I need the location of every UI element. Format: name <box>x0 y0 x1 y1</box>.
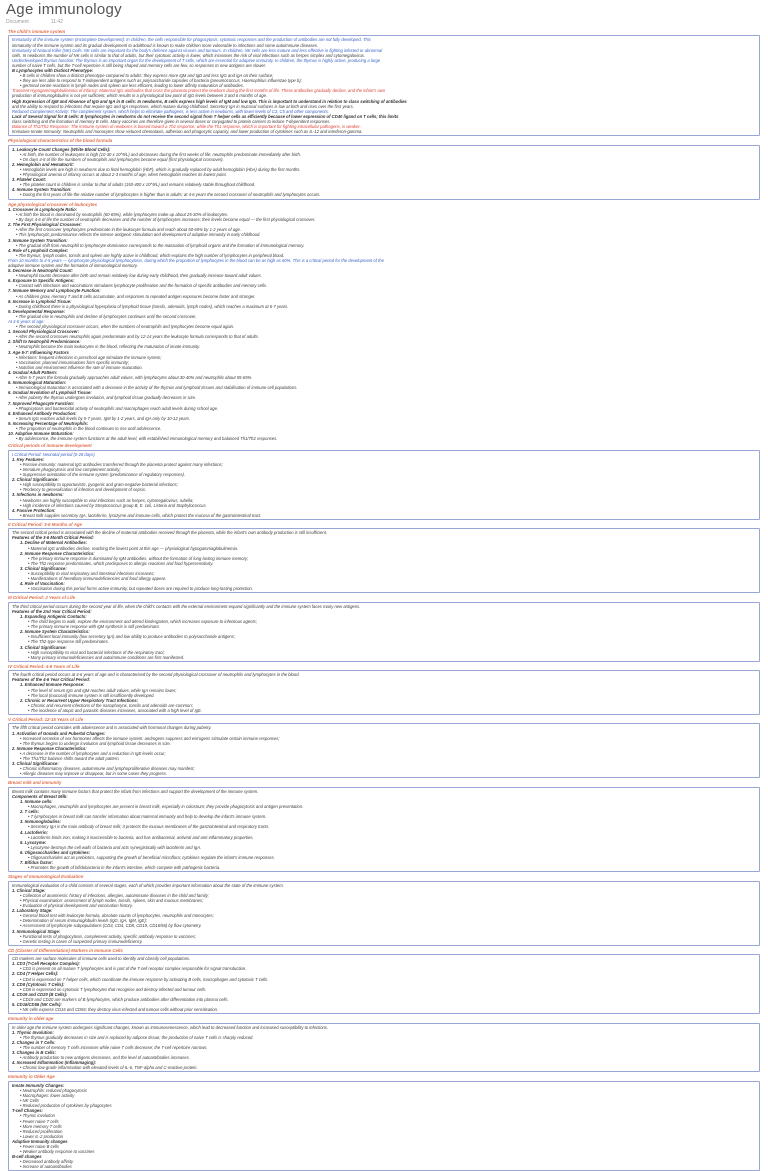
section-body <box>8 602 760 662</box>
text-line: • More memory T cells <box>20 1123 62 1129</box>
text-line: 3. Age 5-7: Influencing Factors <box>8 349 69 355</box>
text-line: • The incidence of atopic and parasitic diseases increases, associated with a high level of IgE. <box>28 707 202 713</box>
text-line: • Allergic diseases may improve or disappear, but in some cases they progress. <box>20 771 168 777</box>
text-line: Transient Hypogammaglobulinemia of Infancy: Maternal IgG antibodies that cross the placenta protect the newborn during the first months of life. These antibodies gradually decline, and the infant's own <box>12 88 386 94</box>
text-line: • Hemoglobin levels are high in newborns due to fetal hemoglobin (HbF), which is gradually replaced by adult hemoglobin (HbA) during the first months. <box>20 166 301 172</box>
text-line: 4. Gradual Adult Pattern: <box>8 369 58 375</box>
text-line: 10. Adaptive Immune Maturation: <box>8 431 74 437</box>
section-body <box>8 787 760 873</box>
text-line: • By adolescence, the immune system functions at the adult level, with established immunological memory and balanced Th1/Th2 responses. <box>16 436 278 442</box>
text-line: 3. CD8 (Cytotoxic T Cells): <box>12 981 65 987</box>
document-title: Age immunology <box>6 1 122 18</box>
text-line: • CD8 is expressed on cytotoxic T lymphocytes that recognise and destroy infected and tumour cells. <box>20 986 207 992</box>
text-line: 3. Platelet Count: <box>12 177 47 183</box>
text-line: 1. Leukocyte Count Changes (White Blood Cells): <box>12 146 111 152</box>
text-line: T-cell Changes: <box>12 1108 43 1114</box>
text-line: • The Th2 response predominates, which predisposes to allergic reactions and food hypersensitivity. <box>28 560 214 566</box>
text-line: 3. Changes in B Cells: <box>12 1050 56 1056</box>
text-line: 6. Oligosaccharides and cytokines: <box>20 849 91 855</box>
section-body <box>8 1023 760 1073</box>
text-line: • Thymic involution <box>20 1113 55 1119</box>
text-line: • Immunological maturation is associated with a decrease in the activity of the thymus and lymphoid tissues and stabilisation of immune cell populations. <box>16 385 298 391</box>
text-line: • This lymphocytic predominance reflects the intense antigenic stimulation and development of adaptive immunity in early childhood. <box>16 232 261 238</box>
section-title: Critical periods of immune development <box>8 443 92 449</box>
text-line: • CD4 is expressed on T helper cells, which coordinate the immune response by activating B cells, macrophages and cytotoxic T cells. <box>20 976 269 982</box>
text-line: 1. CD3 (T-Cell Receptor Complex): <box>12 961 80 967</box>
text-line: • The primary immune response with IgM synthesis is still predominant. <box>28 624 160 630</box>
text-line: • Tendency to generalisation of infection and development of sepsis. <box>20 487 147 493</box>
text-line: • Oligosaccharides act as prebiotics, supporting the growth of beneficial microflora; cytokines regulate the infant's immune responses. <box>28 854 275 860</box>
text-line: class switching and the formation of memory B cells. Many vaccines are therefore given in several doses or conjugated to protein carriers to induce T-dependent responses. <box>12 118 331 124</box>
document-header <box>0 0 768 25</box>
text-line: • Assessment of lymphocyte subpopulations (CD3, CD4, CD8, CD19, CD16/56) by flow cytometry. <box>20 923 202 929</box>
text-line: • The gradual shift from neutrophil to lymphocyte dominance corresponds to the maturation of lymphoid organs and the formation of immunological memory. <box>16 242 305 248</box>
text-line: Lack of Several Signal for B cells: B lymphocytes in newborns do not receive the second signal from T helper cells as efficiently because of lower expression of CD40 ligand on T cells; this limits <box>12 113 399 119</box>
text-line: 1. Activation of Gonads and Pubertal Changes: <box>12 730 106 736</box>
text-line: • Lysozyme destroys the cell walls of bacteria and acts synergistically with lactoferrin and IgA. <box>28 844 202 850</box>
text-line: • The child begins to walk, explore the environment and attend kindergarten, which increases exposure to infectious agents; <box>28 619 257 625</box>
text-line: • Fewer naive T cells <box>20 1118 59 1124</box>
text-line: Immaturity of the immune system (Incomplete Development): In children, the cells responsible for phagocytosis, cytotoxic responses and the production of antibodies are not fully developed. This <box>12 37 371 43</box>
text-line: High Expression of IgM and Absence of IgG and IgA in B cells: In newborns, B cells express high levels of IgM and low IgG. This is important to understand in relation to class switching of antibodies <box>12 98 407 104</box>
text-line: • The thymus begins to undergo involution and lymphoid tissue decreases in size. <box>20 740 171 746</box>
text-line: 2. Changes in T Cells: <box>12 1039 56 1045</box>
text-line: • The number of memory T cells increases while naive T cells decrease; the T-cell repertoire narrows. <box>20 1045 208 1050</box>
section-title: III Critical Period: 2 Years of Life <box>8 595 76 601</box>
section-body <box>8 35 760 136</box>
text-line: • Nutrition and environment influence the rate of immune maturation. <box>16 364 143 370</box>
text-line: number of naive T cells, but the T-cell repertoire is still being shaped and memory cells are few, so responses to new antigens are slower. <box>12 62 267 68</box>
text-line: Reduced Complement Activity: The complement system, which helps to eliminate pathogens, is less active in newborns, with lower levels of C3, C5 and other components. <box>12 108 329 114</box>
section-title: The child's immune system <box>8 29 66 34</box>
text-line: • Maternal IgG antibodies decline, reaching the lowest point at this age — physiological hypogammaglobulinemia. <box>28 545 239 551</box>
text-line: • Manifestations of hereditary immunodeficiencies and food allergy appear. <box>28 576 167 582</box>
text-line: • Vaccination during this period forms active immunity, but repeated doses are required to produce long-lasting protection. <box>28 586 253 592</box>
text-line: • Collection of anamnesis: history of infections, allergies, autoimmune diseases in the child and family; <box>20 892 209 898</box>
text-line: • The Th1/Th2 balance shifts toward the adult pattern. <box>20 755 120 761</box>
text-line: • B cells in children show a distinct phenotype compared to adults: they express more IgM and IgD and less IgG and IgA on their surface; <box>20 73 274 79</box>
text-line: 1. Key Features: <box>12 456 45 462</box>
text-line: 1. Clinical Stage: <box>12 887 46 893</box>
text-line: • Immature phagocytosis and low complement activity; <box>20 466 121 472</box>
text-line: Immature Innate Immunity: Neutrophils and monocytes show reduced chemotaxis, adhesion and phagocytic capacity, and lower production of cytokines such as IL-12 and interferon-gamma. <box>12 129 363 135</box>
text-line: adaptive immune system and the formation of immunological memory. <box>8 262 138 268</box>
text-line: The second critical period is associated with the decline of maternal antibodies received through the placenta, while the infant's own antibody production is still insufficient. <box>12 530 328 536</box>
text-line: 2. Laboratory Stage: <box>12 908 53 914</box>
text-line: From 10 months to 4-5 years — lymphocyte physiological lymphocytosis, during which the proportion of lymphocytes in the blood can be as high as 60%. This is a critical period for the development of the <box>8 257 384 263</box>
section-title: CD (Cluster of Differentiation) Markers in Immune Cells <box>8 947 123 953</box>
text-line: • The level of serum IgG and IgM reaches adult values, while IgA remains lower; <box>28 687 177 693</box>
text-line: • Macrophages, neutrophils and lymphocytes are present in breast milk, especially in colostrum; they provide phagocytosis and antigen presentation. <box>28 804 304 810</box>
text-line: 9. Increasing Percentage of Neutrophils: <box>8 420 89 426</box>
text-line: 3. Clinical Significance: <box>20 565 67 571</box>
text-line: Underdeveloped thymus function: The thymus is an important organ for the development of T cells, which are essential for adaptive immunity. In children, the thymus is highly active, producing a large <box>12 57 381 63</box>
text-line: • Antibody production to new antigens decreases, and the level of autoantibodies increases. <box>20 1055 190 1061</box>
text-line: • The platelet count in children is similar to that of adults (150-400 x 10^9/L) and remains relatively stable throughout childhood. <box>20 182 256 188</box>
text-line: • Susceptibility to viral respiratory and intestinal infections increases; <box>28 571 155 577</box>
text-line: immaturity of the immune system and its gradual development to adulthood is known to make children more vulnerable to infections and some autoimmune diseases. <box>12 42 319 48</box>
text-line: B-cell changes <box>12 1154 42 1160</box>
document-content <box>0 25 768 1171</box>
text-line: Innate Immunity Changes: <box>12 1082 65 1088</box>
text-line: • Chronic and recurrent infections of the nasopharynx, tonsils and adenoids are common; <box>28 702 193 708</box>
section-title: Physiological characteristics of the blood formula <box>8 138 113 144</box>
section-body <box>8 450 760 520</box>
text-line: • Functional tests of phagocytosis, complement activity, specific antibody response to vaccines; <box>20 933 196 939</box>
section-body <box>8 723 760 778</box>
text-line: • Phagocytosis and bactericidal activity of neutrophils and macrophages reach adult levels during school age. <box>16 405 219 411</box>
text-line: 3. Clinical Significance: <box>12 761 59 767</box>
text-line: • T lymphocytes in breast milk can transfer information about maternal immunity and help to develop the infant's immune system. <box>28 814 267 820</box>
text-line: Components of Breast Milk: <box>12 793 68 799</box>
text-line: • The Th2-type response still predominates. <box>28 639 109 645</box>
text-line: • Reduced production of cytokines by phagocytes <box>20 1103 112 1109</box>
text-line: 2. CD4 (T Helper Cells): <box>12 971 59 977</box>
text-line: 3. Immune System Transition: <box>8 237 68 243</box>
text-line: • Genetic testing in cases of suspected primary immunodeficiency. <box>20 938 143 944</box>
text-line: • High incidence of infections caused by Streptococcus group B, E. coli, Listeria and Staphylococcus. <box>20 502 207 508</box>
text-line: • Serum IgG reaches adult levels by 5-7 years, IgM by 1-2 years, and IgA only by 10-12 years. <box>16 415 191 421</box>
section-body <box>8 145 760 200</box>
text-line: • Infections: frequent infections in preschool age stimulate the immune system; <box>16 354 162 360</box>
text-line: • Chronic low-grade inflammation with elevated levels of IL-6, TNF-alpha and C-reactive protein. <box>20 1065 198 1071</box>
text-line: 4. Immune System Transition: <box>12 187 72 193</box>
section-title: Stages of Immunological Evaluation <box>8 874 84 880</box>
text-line: 4. Role of Lymphoid Complex: <box>8 247 69 253</box>
text-line: 2. Clinical Significance: <box>12 477 59 483</box>
text-line: The third critical period occurs during the second year of life, when the child's contacts with the external environment expand significantly and the immune system faces many new antigens. <box>12 603 361 609</box>
text-line: • Many primary immunodeficiencies and autoimmune conditions are first manifested. <box>28 654 185 660</box>
text-line: 1. Expanding Antigenic Contacts: <box>20 614 87 619</box>
text-line: CD markers are surface molecules of immune cells used to identify and classify cell populations. <box>12 956 191 962</box>
text-line: Adaptive Immunity changes <box>12 1138 68 1144</box>
text-line: • The gradual rise in neutrophils and decline of lymphocytes continues until the second crossover. <box>16 313 197 319</box>
section-title: II Critical Period: 3-6 Months of Age <box>8 521 82 527</box>
text-line: • After puberty the thymus undergoes involution, and lymphoid tissue gradually decreases in size. <box>16 395 197 401</box>
text-line: At 4-6 years of age: <box>8 319 45 324</box>
text-line: 1. Crossover in Lymphocyte Ratio: <box>8 206 78 212</box>
text-line: • Lower IL-2 production <box>20 1133 64 1139</box>
text-line: • The thymus gradually decreases in size and is replaced by adipose tissue; the production of naive T cells is sharply reduced. <box>20 1034 254 1040</box>
text-line: 5. Lysozyme: <box>20 839 47 845</box>
text-line: • Fewer naive B cells <box>20 1144 59 1149</box>
section-body <box>8 528 760 593</box>
text-line: 8. Increase in Lymphoid Tissue: <box>8 298 72 304</box>
text-line: • CD19 and CD20 are markers of B lymphocytes, which produce antibodies after differentiation into plasma cells. <box>20 996 229 1002</box>
text-line: • Physical examination: assessment of lymph nodes, tonsils, spleen, skin and mucous membranes; <box>20 897 204 903</box>
section-title: IV Critical Period: 4-6 Years of Life <box>8 663 80 669</box>
text-line: 4. Lactoferrin: <box>20 829 48 835</box>
text-line: • High susceptibility to viral and bacterial infections of the respiratory tract; <box>28 649 165 655</box>
text-line: • During the first years of life the relative number of lymphocytes is higher than in adults; at 4-6 years the second crossover of neutrophils and lymphocytes occurs. <box>20 192 321 198</box>
text-line: • By days 4-6 of life the number of neutrophils decreases and the number of lymphocytes increases; their levels become equal — the first physiological crossover. <box>16 217 316 223</box>
text-line: • Promotes the growth of bifidobacteria in the infant's intestine, which compete with pathogenic bacteria. <box>28 865 221 871</box>
text-line: Features of the 4-6 Year Critical Period: <box>12 677 91 683</box>
text-line: 3. Immunoglobulins: <box>20 819 61 825</box>
section-body <box>8 207 760 441</box>
section-body <box>8 881 760 946</box>
text-line: • Chronic inflammatory diseases, autoimmune and lymphoproliferative diseases may manifest; <box>20 766 195 772</box>
text-line: • Physiological anemia of infancy occurs at about 2-3 months of age, when hemoglobin reaches its lowest point. <box>20 172 227 178</box>
text-line: • Neutrophils become the main leukocytes in the blood, reflecting the maturation of innate immunity. <box>16 344 201 350</box>
text-line: 8. Enhanced Antibody Production: <box>8 410 77 416</box>
text-line: 1. Enhanced Immune Response: <box>20 682 85 688</box>
text-line: • germinal centre reactions in lymph nodes and spleen are less efficient, leading to lower affinity maturation of antibodies. <box>20 83 244 89</box>
meta-label: Document <box>6 19 29 25</box>
text-line: 4. CD19 and CD20 (B Cells): <box>12 991 68 997</box>
text-line: • Vaccination: planned immunisations form specific immunity; <box>16 359 130 365</box>
text-line: Features of the 3-6 Month Critical Period: <box>12 535 94 541</box>
text-line: • Increase of autoantibodies <box>20 1164 72 1170</box>
text-line: • After 5-7 years the formula gradually approaches adult values, with lymphocytes about 30-40% and neutrophils about 55-65%. <box>16 375 253 381</box>
text-line: 3. Infections in newborns: <box>12 492 64 498</box>
text-line: 1. Decline of Maternal Antibodies: <box>20 540 88 546</box>
text-line: 3. Immunological Stage: <box>12 928 61 934</box>
text-line: • Neutrophils: reduced phagocytosis <box>20 1087 87 1093</box>
text-line: 7. Bifidus factor: <box>20 860 54 866</box>
text-line: • they are less able to respond to T-independent antigens such as polysaccharide capsules of bacteria (pneumococcus, Haemophilus influenzae type b); <box>20 78 302 84</box>
text-line: cells. In newborns the number of NK cells is similar to that of adults, but their cytotoxic activity is lower, which increases the risk of viral infections such as herpes simplex and cytomegalovirus. <box>12 52 366 58</box>
text-line: 4. Increased Inflammation (Inflammaging): <box>12 1060 96 1066</box>
section-title: Immunity in older age <box>8 1016 54 1022</box>
section-title: Age physiological crossover of leukocytes <box>8 201 98 207</box>
text-line: • Breast milk supplies secretory IgA, lactoferrin, lysozyme and immune cells, which protect the mucosa of the gastrointestinal tract. <box>20 512 262 518</box>
text-line: 2. T cells: <box>20 809 40 815</box>
text-line: • Determination of serum immunoglobulin levels (IgG, IgA, IgM, IgE); <box>20 918 147 924</box>
text-line: • NK Cells <box>20 1098 39 1104</box>
text-line: • High susceptibility to opportunistic, pyogenic and gram-negative bacterial infections; <box>20 482 178 488</box>
text-line: Breast milk contains many immune factors that protect the infant from infections and support the development of the immune system. <box>12 788 259 794</box>
text-line: 2. Hemoglobin and Hematocrit: <box>12 161 74 167</box>
text-line: 4. Role of Vaccination: <box>20 581 65 587</box>
text-line: • Passive immunity: maternal IgG antibodies transferred through the placenta protect against many infections; <box>20 461 223 467</box>
text-line: 9. Developmental Response: <box>8 308 66 314</box>
text-line: • Evaluation of physical development and vaccination history. <box>20 903 133 909</box>
text-line: The fourth critical period occurs at 4-6 years of age and is characterised by the second physiological crossover of neutrophils and lymphocytes in the blood. <box>12 672 300 678</box>
text-line: • Macrophages: lower activity <box>20 1093 75 1099</box>
meta-time: 11:42 <box>50 19 63 25</box>
text-line: 2. Shift to Neutrophil Predominance: <box>8 339 81 345</box>
text-line: production of immunoglobulins is not yet sufficient, which results in a physiological low point of IgG levels between 3 and 6 months of age. <box>12 93 268 99</box>
text-line: Balance of Th1/Th2 Response: The immune system of newborns is biased toward a Th2 response, while the Th1 response, which is important for fighting intracellular pathogens, is weaker. <box>12 124 361 129</box>
section-body <box>8 954 760 1014</box>
text-line: In older age the immune system undergoes significant changes, known as immunosenescence, which lead to decreased function and increased susceptibility to infections. <box>12 1024 329 1030</box>
text-line: • Newborns are highly susceptible to viral infections such as herpes, cytomegalovirus, rubella; <box>20 497 194 503</box>
text-line: • Weaker antibody response to vaccines <box>20 1149 95 1155</box>
text-line: 4. Passive Protection: <box>12 507 56 513</box>
text-line: 1. Thymic Involution: <box>12 1029 54 1035</box>
text-line: • During childhood there is a physiological hyperplasia of lymphoid tissue (tonsils, adenoids, lymph nodes), which reaches a maximum at 6-7 years. <box>16 303 289 309</box>
text-line: • Insufficient local immunity (low secretory IgA) and low ability to produce antibodies to polysaccharide antigens; <box>28 634 235 640</box>
text-line: and the ability to respond to infections that require IgG and IgA responses, which mature during childhood. Secretory IgA in mucosal surfaces is low at birth and rises over the first years. <box>12 103 354 109</box>
text-line: • Suppressive orientation of the immune system (predominance of regulatory responses). <box>20 472 186 478</box>
text-line: • NK cells express CD16 and CD56; they destroy virus-infected and tumour cells without prior sensitisation. <box>20 1007 219 1013</box>
text-line: • As children grow, memory T and B cells accumulate, and responses to repeated antigen exposures become faster and stronger. <box>16 293 256 299</box>
text-line: • Secretory IgA is the main antibody of breast milk; it protects the mucous membranes of the gastrointestinal and respiratory tracts. <box>28 824 270 830</box>
text-line: • General blood test with leukocyte formula, absolute counts of lymphocytes, neutrophils and monocytes; <box>20 913 214 919</box>
section-body <box>8 1081 760 1171</box>
text-line: • The local (mucosal) immune system is still insufficiently developed. <box>28 692 155 698</box>
text-line: 5. CD16/CD56 (NK Cells): <box>12 1002 62 1008</box>
text-line: • Increased secretion of sex hormones affects the immune system: androgens suppress and estrogens stimulate certain immune responses; <box>20 735 280 741</box>
text-line: 6. Exposure to Specific Antigens: <box>8 278 75 284</box>
text-line: • After the second crossover neutrophils again predominate and by 12-14 years the leukocyte formula corresponds to that of adults. <box>16 334 259 340</box>
text-line: • On days 4-6 of life the numbers of neutrophils and lymphocytes become equal (first physiological crossover). <box>20 156 224 162</box>
text-line: The fifth critical period coincides with adolescence and is associated with hormonal changes during puberty. <box>12 725 212 731</box>
text-line: 3. Clinical Significance: <box>20 644 67 650</box>
text-line: 1. Immune cells: <box>20 798 53 804</box>
text-line: 7. Immune Memory and Lymphocyte Function: <box>8 288 101 294</box>
text-line: • CD3 is present on all mature T lymphocytes and is part of the T-cell receptor complex responsible for signal transduction. <box>20 966 247 972</box>
text-line: • The thymus, lymph nodes, tonsils and spleen are highly active in childhood, which explains the high number of lymphocytes in peripheral blood. <box>16 252 285 258</box>
text-line: • At birth, the number of leukocytes is high (10-30 x 10^9/L) and decreases during the first weeks of life; neutrophils predominate immediately after birth. <box>20 151 301 157</box>
text-line: • Lactoferrin binds iron, making it inaccessible to bacteria, and has antibacterial, antiviral and anti-inflammatory properties. <box>28 834 254 840</box>
text-line: • The proportion of neutrophils in the blood continues to rise until adolescence. <box>16 425 162 431</box>
text-line: • Decreased antibody affinity <box>20 1159 74 1165</box>
text-line: • At birth the blood is dominated by neutrophils (60-65%), while lymphocytes make up about 25-30% of leukocytes. <box>16 212 229 218</box>
text-line: 2. Immune System Characteristics: <box>20 629 90 635</box>
text-line: 5. Immunological Maturation: <box>8 380 67 386</box>
section-title: V Critical Period: 12-15 Years of Life <box>8 717 84 722</box>
section-title: Breast milk and immunity <box>8 780 62 786</box>
text-line: 6. Gradual Involution of Lymphoid Tissue: <box>8 390 92 396</box>
text-line: I Critical Period: Neonatal period (0-28 days) <box>12 451 95 457</box>
section-title: Immunity in Older Age <box>8 1074 55 1080</box>
text-line: 2. The First Physiological Crossover: <box>8 222 82 228</box>
text-line: Features of the 2nd Year Critical Period: <box>12 608 92 614</box>
text-line: • Contact with infections and vaccinations stimulates lymphocyte proliferation and the formation of specific antibodies and memory cells. <box>16 283 268 289</box>
text-line: • A decrease in the number of lymphocytes and a reduction in IgE levels occur; <box>20 750 166 756</box>
text-line: • The second physiological crossover occurs, when the numbers of neutrophils and lymphocytes become equal again. <box>16 324 235 330</box>
text-line: 2. Immune Response Characteristics: <box>20 550 95 556</box>
text-line: • Reduced proliferation <box>20 1128 63 1134</box>
section-body <box>8 670 760 715</box>
text-line: • Neutrophil counts decrease after birth and remain relatively low during early childhood, then gradually increase toward adult values. <box>16 273 262 279</box>
text-line: Immunological evaluation of a child consists of several stages, each of which provides important information about the state of the immune system. <box>12 882 284 888</box>
text-line: 1. Second Physiological Crossover: <box>8 329 80 335</box>
text-line: 2. Immune Response Characteristics: <box>12 745 87 751</box>
text-line: • The primary immune response is dominated by IgM antibodies, without the formation of long-lasting immune memory; <box>28 555 249 561</box>
text-line: 7. Improved Phagocyte Function: <box>8 400 75 406</box>
text-line: 5. Decrease in Neutrophil Count: <box>8 268 73 274</box>
text-line: 2. Chronic or Recurrent Upper Respiratory Tract Infections: <box>20 697 139 703</box>
text-line: • After the first crossover lymphocytes predominate in the leukocyte formula and reach about 60-65% by 1-2 years of age. <box>16 227 241 233</box>
text-line: B Lymphocytes with Distinct Phenotype: <box>12 67 94 73</box>
text-line: Immaturity of Natural Killer (NK) Cells: NK cells are important for the body's defence against viruses and tumours. In children, NK cells are less mature and less effective in fighting infected or abnormal <box>12 47 383 53</box>
